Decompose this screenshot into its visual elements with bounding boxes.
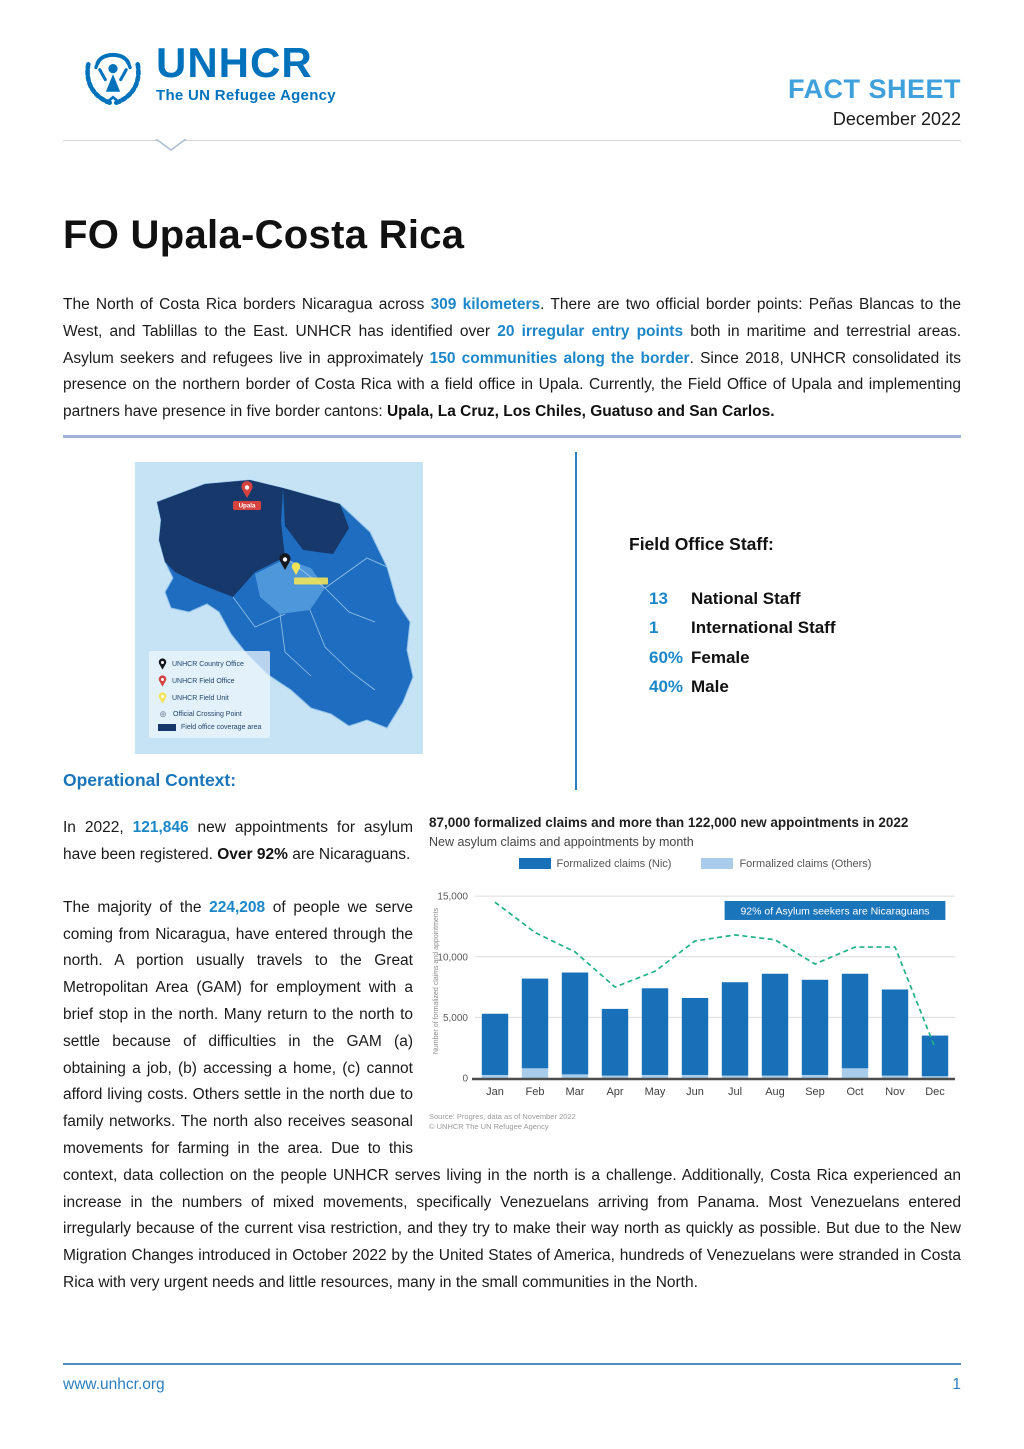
costa-rica-map: [135, 462, 423, 754]
map-legend: [149, 651, 270, 738]
page-title: FO Upala-Costa Rica: [63, 213, 465, 257]
vertical-divider: [575, 452, 577, 790]
svg-text:92% of Asylum seekers are Nica: 92% of Asylum seekers are Nicaraguans: [740, 905, 930, 918]
svg-text:Apr: Apr: [606, 1085, 624, 1098]
chart-plot-area: [429, 874, 961, 1111]
legend-item-crossing-point: ⊕ Official Crossing Point: [159, 709, 242, 720]
svg-text:Jun: Jun: [686, 1085, 704, 1098]
svg-text:Dec: Dec: [925, 1085, 945, 1098]
svg-text:Oct: Oct: [846, 1085, 864, 1098]
chart-subtitle: New asylum claims and appointments by month: [429, 834, 694, 849]
svg-text:Number of formalized claims an: Number of formalized claims and appointments: [433, 907, 440, 1055]
svg-text:Sep: Sep: [805, 1085, 825, 1098]
legend-item-coverage-area: Field office coverage area: [158, 724, 261, 731]
header: [0, 0, 1024, 140]
staff-row: 40% Male: [649, 677, 729, 697]
svg-text:15,000: 15,000: [437, 891, 468, 903]
svg-text:Nov: Nov: [885, 1085, 905, 1098]
map-section: [63, 438, 961, 756]
field-office-staff: [629, 534, 836, 707]
paragraph-majority: The majority of the 224,208 of people we serve coming from Nicaragua, have entered through the north. A portion usually travels to the Great Metropolitan Area (GAM) for employment with a brief stop in the north. Many return to the north to settle because of difficulties in the GAM (a) obtaining a job, (b) accessing a home, (c) cannot afford living costs. Others settle in the north due to family networks. The north also receives seasonal movements for farming in the area. Due to this context, data collection on the people UNHCR serves living in the north is a challenge. Additionally, Costa Rica experienced an increase in the numbers of mixed movements, specifically Venezuelans arriving from Panama. Most Venezuelans entered irregularly because of the current visa restriction, and they try to make their way north as quickly as possible. But due to the New Migration Changes introduced in October 2022 by the United States of America, hundreds of Venezuelans were stranded in Costa Rica with very urgent needs and little resources, many in the small communities in the North.: [63, 898, 961, 1292]
svg-text:Aug: Aug: [765, 1085, 785, 1098]
unhcr-url-link[interactable]: www.unhcr.org: [63, 1376, 165, 1393]
svg-text:Upala: Upala: [238, 502, 256, 510]
crossing-point-icon: ⊕: [159, 709, 167, 720]
logo-wordmark: UNHCR: [156, 39, 313, 86]
field-unit-pin-icon: [158, 692, 167, 704]
svg-text:Mar: Mar: [565, 1085, 585, 1098]
legend-item-country-office: UNHCR Country Office: [158, 658, 261, 670]
legend-item-others: Formalized claims (Others): [701, 858, 871, 870]
svg-text:Jul: Jul: [727, 1085, 743, 1098]
legend-item-field-office: UNHCR Field Office: [158, 675, 261, 687]
page-number: 1: [952, 1376, 961, 1393]
coverage-area-swatch: [158, 724, 176, 731]
operational-context-body: [63, 815, 961, 1323]
paragraph-appointments: In 2022, 121,846 new appointments for asylum have been registered. Over 92% are Nicaraguans.: [63, 819, 414, 863]
chart-legend: [429, 858, 961, 870]
intro-paragraph: The North of Costa Rica borders Nicaragua across 309 kilometers. There are two official border points: Peñas Blancas to the West, and Tablillas to the East. UNHCR has identified over 20 irregular entry points both in maritime and terrestrial areas. Asylum seekers and refugees live in approximately 150 communities along the border. Since 2018, UNHCR consolidated its presence on the northern border of Costa Rica with a field office in Upala. Currently, the Field Office of Upala and implementing partners have presence in five border cantons: Upala, La Cruz, Los Chiles, Guatuso and San Carlos.: [63, 296, 961, 421]
svg-text:Feb: Feb: [525, 1085, 545, 1098]
legend-item-nic: Formalized claims (Nic): [519, 858, 672, 870]
svg-text:5,000: 5,000: [442, 1012, 468, 1024]
svg-text:Jan: Jan: [486, 1085, 504, 1098]
legend-item-field-unit: UNHCR Field Unit: [158, 692, 261, 704]
chevron-down-icon: [155, 139, 187, 157]
staff-row: 60% Female: [649, 647, 750, 667]
svg-text:0: 0: [462, 1073, 468, 1085]
country-office-pin-icon: [158, 658, 167, 670]
legend-swatch-nic: [519, 858, 551, 869]
logo-tagline: The UN Refugee Agency: [156, 87, 336, 104]
unhcr-logo: [80, 40, 336, 111]
doc-date: December 2022: [832, 109, 961, 129]
legend-swatch-others: [701, 858, 733, 869]
staff-row: 1 International Staff: [649, 618, 836, 638]
svg-text:May: May: [644, 1085, 666, 1098]
operational-context-heading: Operational Context:: [63, 770, 237, 791]
svg-text:10,000: 10,000: [437, 952, 468, 964]
header-divider: [63, 140, 961, 141]
claims-chart: [429, 815, 961, 1132]
staff-row: 13 National Staff: [649, 589, 801, 609]
page-footer: [63, 1363, 961, 1394]
doc-type-label: FACT SHEET: [787, 74, 961, 104]
chart-source: Source: Progres, data as of November 2022 © UNHCR The UN Refugee Agency: [429, 1111, 576, 1132]
unhcr-emblem-icon: [80, 40, 146, 111]
chart-title: 87,000 formalized claims and more than 122,000 new appointments in 2022: [429, 815, 909, 831]
staff-heading: Field Office Staff:: [629, 534, 774, 555]
field-office-pin-icon: [158, 675, 167, 687]
